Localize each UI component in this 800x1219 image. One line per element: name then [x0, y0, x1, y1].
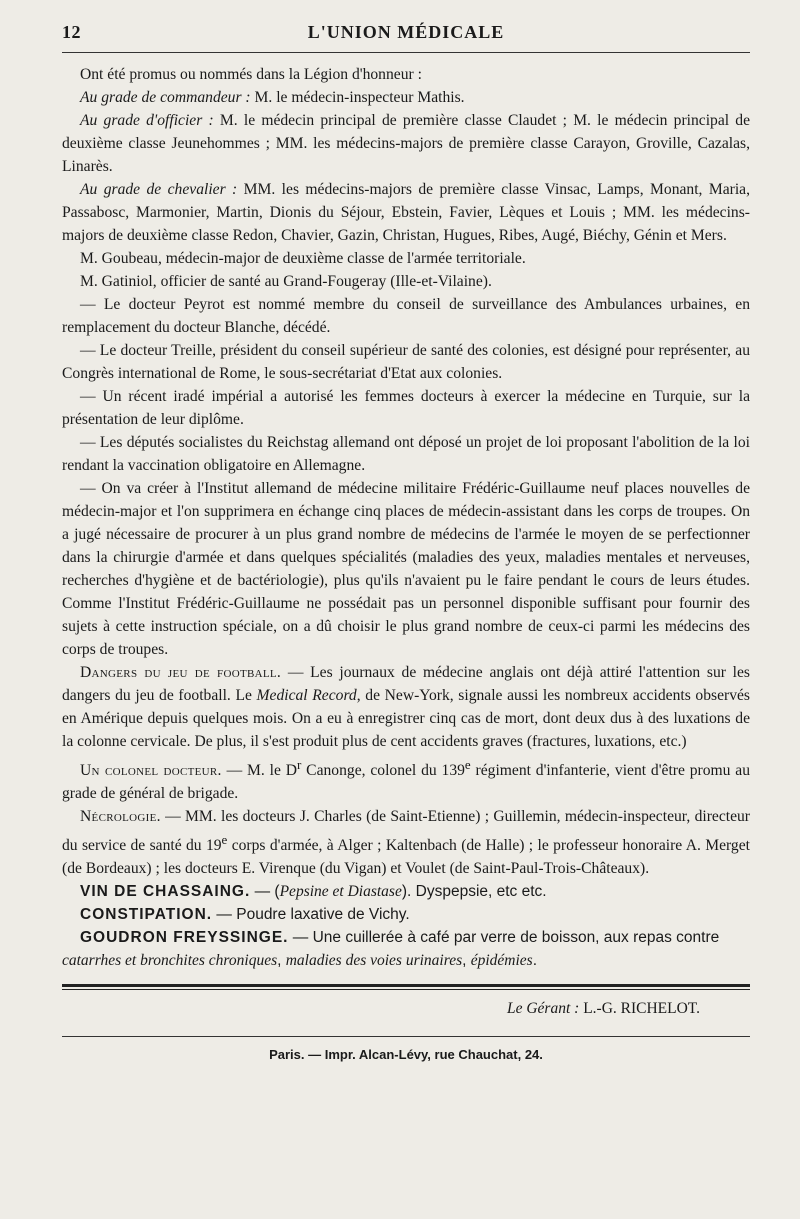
ad-goudron-text-d: .	[532, 952, 538, 970]
ad-chassaing	[62, 880, 750, 903]
commandeur-label: Au grade de commandeur :	[80, 89, 251, 106]
goubeau-paragraph: M. Goubeau, médecin-major de deuxième classe de l'armée territoriale.	[80, 250, 526, 267]
colonel-sup-r: r	[297, 757, 302, 772]
ad-constipation-text: — Poudre laxative de Vichy.	[212, 906, 410, 924]
ad-goudron-italic-2: maladies des voies urinaires	[285, 952, 463, 970]
treille-paragraph: — Le docteur Treille, président du conseil supérieur de santé des colonies, est désigné pour représenter, au Congrès international de Rome, le sous-secrétariat d'Etat aux colonies.	[62, 342, 750, 382]
colonel-text-a: — M. le D	[221, 762, 297, 780]
colonel-sup-e: e	[464, 757, 471, 772]
page-number: 12	[62, 22, 81, 42]
ad-goudron-text-b: ,	[277, 952, 286, 970]
officier-text: M. le médecin principal de première classe Claudet ; M. le médecin principal de deuxième classe Jeunehommes ; MM. les médecins-majors de première classe Carayon, Groville, Cazalas, Linarès.	[62, 112, 750, 175]
officier-label: Au grade d'officier :	[80, 112, 214, 129]
gatiniol-paragraph: M. Gatiniol, officier de santé au Grand-Fougeray (Ille-et-Vilaine).	[80, 273, 492, 290]
commandeur-paragraph	[62, 86, 750, 109]
journal-title: L'UNION MÉDICALE	[307, 22, 505, 42]
legion-intro: Ont été promus ou nommés dans la Légion d'honneur :	[80, 66, 422, 83]
necrologie-sup-e: e	[221, 832, 228, 848]
gerant-signature	[62, 1000, 750, 1018]
ad-goudron-brand: GOUDRON FREYSSINGE.	[80, 929, 289, 947]
header-rule	[62, 52, 750, 53]
ad-goudron	[62, 926, 750, 972]
peyrot-paragraph: — Le docteur Peyrot est nommé membre du conseil de surveillance des Ambulances urbaines, en remplacement du docteur Blanche, décédé.	[62, 296, 750, 336]
chevalier-text: MM. les médecins-majors de première classe Vinsac, Lamps, Monant, Maria, Passabosc, Marmonier, Martin, Dionis du Séjour, Ebstein, Favier, Lèques et Louis ; MM. les médecins-majors de deuxième classe Redon, Chavier, Gazin, Christan, Hugues, Ribes, Augé, Biéchy, Génin et Mers.	[62, 181, 750, 244]
ad-chassaing-brand: VIN DE CHASSAING.	[80, 883, 251, 901]
gerant-name: L.-G. RICHELOT.	[579, 1000, 700, 1018]
footer-double-rule	[62, 984, 750, 990]
football-text-b: , de New-York, signale aussi les nombreux accidents observés en Amérique depuis quelques mois. On a eu à enregistrer cinq cas de mort, dont deux dus à des luxations de la colonne cervicale. De plus, il s'est produit plus de cent accidents graves (fractures, luxations, etc.)	[62, 687, 750, 750]
football-paragraph	[62, 661, 750, 753]
ad-goudron-text-c: ,	[462, 952, 471, 970]
officier-paragraph	[62, 109, 750, 178]
necrologie-text-a: — MM. les docteurs J. Charles (de Saint-Etienne) ; Guillemin, médecin-inspecteur, directeur du service de santé du 19	[62, 808, 750, 855]
commandeur-text: M. le médecin-inspecteur Mathis.	[250, 89, 465, 106]
printer-imprint: Paris. — Impr. Alcan-Lévy, rue Chauchat, 24.	[269, 1047, 543, 1063]
necrologie-text-b: corps d'armée, à Alger ; Kaltenbach (de Halle) ; le professeur honoraire A. Merget (de Bordeaux) ; les docteurs E. Virenque (du Vigan) et Voulet (de Saint-Paul-Trois-Châteaux).	[62, 837, 750, 878]
ad-goudron-text-a: — Une cuillerée à café par verre de boisson, aux repas contre	[288, 929, 720, 947]
colonel-text-c: régiment d'infanterie, vient d'être promu au grade de général de brigade.	[62, 762, 750, 803]
colonel-label: Un colonel docteur.	[80, 762, 222, 780]
colonel-paragraph	[62, 753, 750, 805]
page-header	[62, 22, 750, 46]
football-journal: Medical Record	[256, 687, 357, 704]
colonel-text-b: Canonge, colonel du 139	[301, 762, 465, 780]
article-body	[62, 63, 750, 880]
ad-goudron-italic-1: catarrhes et bronchites chroniques	[62, 952, 278, 970]
necrologie-paragraph	[62, 805, 750, 880]
reichstag-paragraph: — Les députés socialistes du Reichstag allemand ont déposé un projet de loi proposant l'abolition de la loi rendant la vaccination obligatoire en Allemagne.	[62, 434, 750, 474]
ad-constipation	[62, 903, 750, 926]
ad-constipation-brand: CONSTIPATION.	[80, 906, 213, 924]
gerant-role: Le Gérant :	[506, 1000, 580, 1018]
ad-chassaing-italic: Pepsine et Diastase	[279, 883, 402, 901]
irade-paragraph: — Un récent iradé impérial a autorisé les femmes docteurs à exercer la médecine en Turquie, sur la présentation de leur diplôme.	[62, 388, 750, 428]
chevalier-paragraph	[62, 178, 750, 247]
ad-chassaing-text-b: ). Dyspepsie, etc etc.	[401, 883, 547, 901]
imprint-rule	[62, 1036, 750, 1037]
football-label: Dangers du jeu de football.	[80, 664, 282, 681]
ad-goudron-italic-3: épidémies	[470, 952, 533, 970]
necrologie-label: Nécrologie.	[80, 808, 161, 826]
ad-chassaing-text-a: — (	[250, 883, 280, 901]
institut-paragraph: — On va créer à l'Institut allemand de médecine militaire Frédéric-Guillaume neuf places nouvelles de médecin-major et l'on supprimera en échange cinq places de médecin-assistant dans les corps de troupes. On a jugé nécessaire de procurer à un plus grand nombre de médecins de l'armée le moyen de se perfectionner dans la chirurgie d'armée et dans quelques spécialités (maladies des yeux, maladies mentales et nerveuses, recherches d'hygiène et de bactériologie), plus qu'ils n'avaient pu le faire pendant le cours de leurs études. Comme l'Institut Frédéric-Guillaume ne possédait pas un personnel disponible suffisant pour fournir des sujets à cette instruction spéciale, on a dû choisir le plus grand nombre de ceux-ci parmi les médecins des corps de troupes.	[62, 480, 750, 658]
chevalier-label: Au grade de chevalier :	[80, 181, 238, 198]
football-text-a: — Les journaux de médecine anglais ont déjà attiré l'attention sur les dangers du jeu de football. Le	[62, 664, 750, 704]
